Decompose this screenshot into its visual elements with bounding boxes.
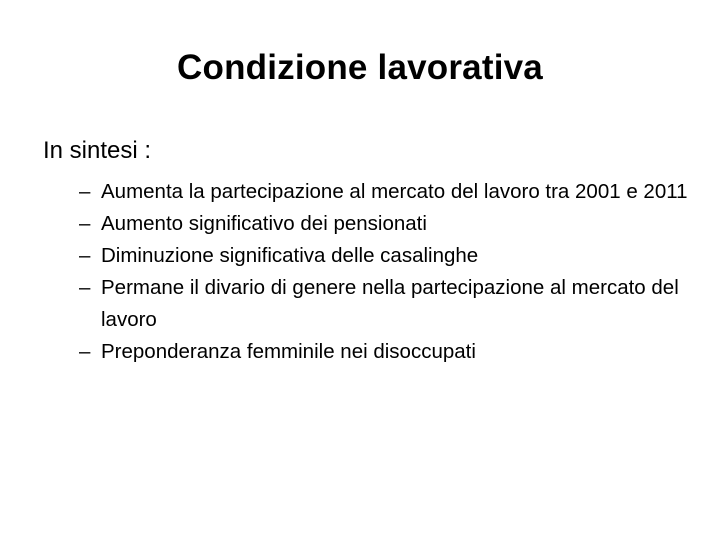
intro-text: In sintesi : xyxy=(43,137,152,164)
bullet-item-1 xyxy=(79,176,699,208)
dash-marker: – xyxy=(79,340,91,363)
bullet-item-4 xyxy=(79,272,699,336)
bullet-text: Preponderanza femminile nei disoccupati xyxy=(101,340,476,363)
dash-marker: – xyxy=(79,212,91,235)
bullet-item-5 xyxy=(79,336,699,368)
bullet-text: Permane il divario di genere nella partecipazione al mercato del lavoro xyxy=(101,276,679,331)
slide-title: Condizione lavorativa xyxy=(177,48,543,87)
bullet-item-3 xyxy=(79,240,699,272)
dash-marker: – xyxy=(79,180,91,203)
dash-marker: – xyxy=(79,244,91,267)
dash-marker: – xyxy=(79,276,91,299)
bullet-text: Aumento significativo dei pensionati xyxy=(101,212,427,235)
bullet-text: Aumenta la partecipazione al mercato del lavoro tra 2001 e 2011 xyxy=(101,180,688,203)
bullet-item-2 xyxy=(79,208,699,240)
bullet-text: Diminuzione significativa delle casalinghe xyxy=(101,244,479,267)
bullet-list xyxy=(79,176,699,368)
